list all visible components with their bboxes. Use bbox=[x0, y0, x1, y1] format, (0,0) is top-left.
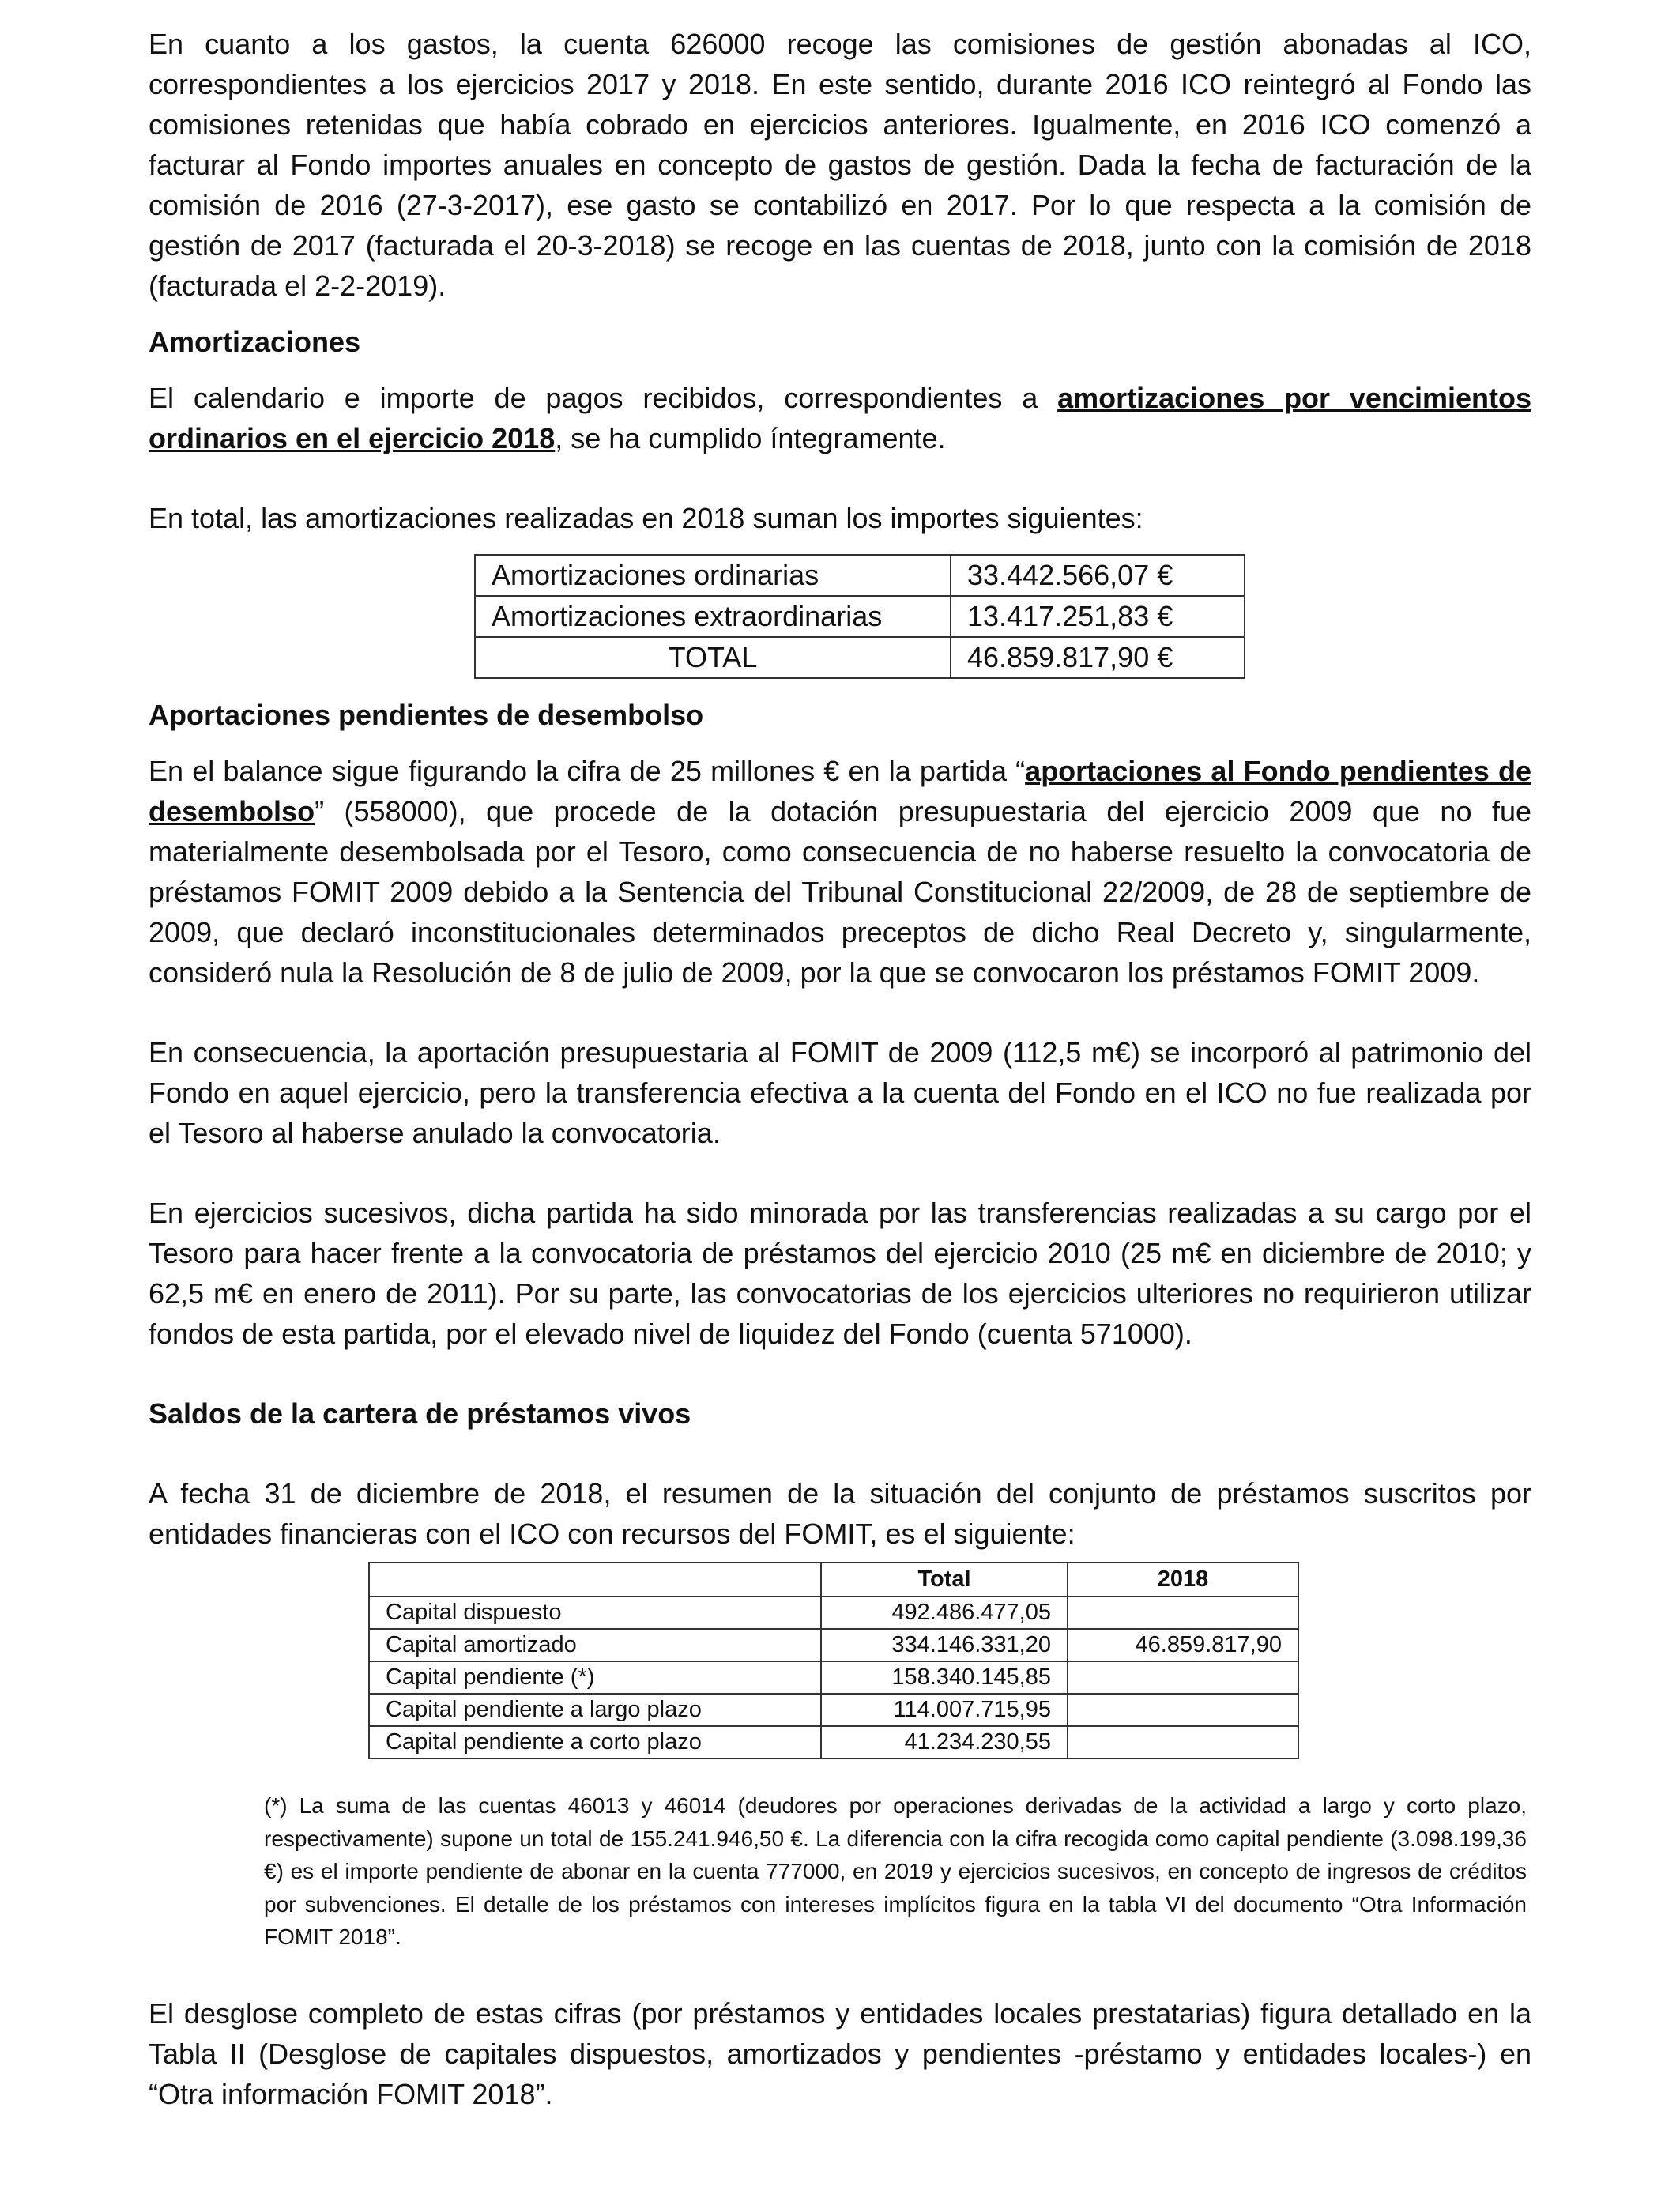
table-row bbox=[475, 637, 1245, 678]
paragraph-final: El desglose completo de estas cifras (por préstamos y entidades locales prestatarias) figura detallado en la Tabla II (Desglose de capitales dispuestos, amortizados y pendientes -préstamo y entidades locales-) en “Otra información FOMIT 2018”. bbox=[149, 1996, 1531, 2110]
row-total: 114.007.715,95 bbox=[821, 1694, 1068, 1726]
table-row bbox=[369, 1694, 1298, 1726]
table-header-row bbox=[369, 1563, 1298, 1596]
heading-aportaciones: Aportaciones pendientes de desembolso bbox=[149, 699, 704, 731]
row-label: Capital dispuesto bbox=[369, 1596, 821, 1629]
paragraph-aportaciones-1 bbox=[149, 751, 1531, 993]
paragraph-aportaciones-3: En ejercicios sucesivos, dicha partida ha sido minorada por las transferencias realizadas a su cargo por el Tesoro para hacer frente a la convocatoria de préstamos del ejercicio 2010 (25 m€ en diciembre de 2010; y 62,5 m€ en enero de 2011). Por su parte, las convocatorias de los ejercicios ulteriores no requirieron utilizar fondos de esta partida, por el elevado nivel de liquidez del Fondo (cuenta 571000). bbox=[149, 1197, 1531, 1350]
footnote: (*) La suma de las cuentas 46013 y 46014 (deudores por operaciones derivadas de la actividad a largo y corto plazo, respectivamente) supone un total de 155.241.946,50 €. La diferencia con la cifra recogida como capital pendiente (3.098.199,36 €) es el importe pendiente de abonar en la cuenta 777000, en 2019 y ejercicios sucesivos, en concepto de ingresos de créditos por subvenciones. El detalle de los préstamos con intereses implícitos figura en la tabla VI del documento “Otra Información FOMIT 2018”. bbox=[264, 1793, 1527, 1949]
table-row bbox=[475, 596, 1245, 637]
row-total: 334.146.331,20 bbox=[821, 1629, 1068, 1661]
amortizaciones-ordinarias-emphasis: amortizaciones por vencimientos ordinarios en el ejercicio 2018 bbox=[149, 382, 1531, 454]
row-label: Capital pendiente (*) bbox=[369, 1661, 821, 1694]
amort-label-total: TOTAL bbox=[475, 637, 951, 678]
row-2018 bbox=[1068, 1661, 1298, 1694]
aportaciones-emphasis: aportaciones al Fondo pendientes de desembolso bbox=[149, 755, 1531, 827]
row-label: Capital pendiente a largo plazo bbox=[369, 1694, 821, 1726]
row-label: Capital pendiente a corto plazo bbox=[369, 1726, 821, 1759]
table-row bbox=[475, 555, 1245, 596]
amort-value-ordinarias: 33.442.566,07 € bbox=[951, 555, 1245, 596]
paragraph-aportaciones-2: En consecuencia, la aportación presupuestaria al FOMIT de 2009 (112,5 m€) se incorporó al patrimonio del Fondo en aquel ejercicio, pero la transferencia efectiva a la cuenta del Fondo en el ICO no fue realizada por el Tesoro al haberse anulado la convocatoria. bbox=[149, 1036, 1531, 1149]
table-row bbox=[369, 1596, 1298, 1629]
row-2018 bbox=[1068, 1596, 1298, 1629]
amort-label-ordinarias: Amortizaciones ordinarias bbox=[475, 555, 951, 596]
aportaciones-1-text-b: ” (558000), que procede de la dotación presupuestaria del ejercicio 2009 que no fue materialmente desembolsada por el Tesoro, como consecuencia de no haberse resuelto la convocatoria de préstamos FOMIT 2009 debido a la Sentencia del Tribunal Constitucional 22/2009, de 28 de septiembre de 2009, que declaró inconstitucionales determinados preceptos de dicho Real Decreto y, singularmente, consideró nula la Resolución de 8 de julio de 2009, por la que se convocaron los préstamos FOMIT 2009. bbox=[149, 795, 1531, 989]
amort-label-extraordinarias: Amortizaciones extraordinarias bbox=[475, 596, 951, 637]
row-2018 bbox=[1068, 1726, 1298, 1759]
paragraph-gastos: En cuanto a los gastos, la cuenta 626000 recoge las comisiones de gestión abonadas al ICO, correspondientes a los ejercicios 2017 y 2018. En este sentido, durante 2016 ICO reintegró al Fondo las comisiones retenidas que había cobrado en ejercicios anteriores. Igualmente, en 2016 ICO comenzó a facturar al Fondo importes anuales en concepto de gastos de gestión. Dada la fecha de facturación de la comisión de 2016 (27-3-2017), ese gasto se contabilizó en 2017. Por lo que respecta a la comisión de gestión de 2017 (facturada el 20-3-2018) se recoge en las cuentas de 2018, junto con la comisión de 2018 (facturada el 2-2-2019). bbox=[149, 28, 1531, 302]
heading-saldos: Saldos de la cartera de préstamos vivos bbox=[149, 1397, 691, 1430]
aportaciones-1-text-a: En el balance sigue figurando la cifra de 25 millones € en la partida “ bbox=[149, 755, 1026, 787]
table-row bbox=[369, 1661, 1298, 1694]
row-2018: 46.859.817,90 bbox=[1068, 1629, 1298, 1661]
paragraph-amortizaciones-2: En total, las amortizaciones realizadas en 2018 suman los importes siguientes: bbox=[149, 502, 1143, 534]
amort-value-extraordinarias: 13.417.251,83 € bbox=[951, 596, 1245, 637]
table-row bbox=[369, 1726, 1298, 1759]
saldos-table bbox=[368, 1562, 1299, 1759]
row-total: 41.234.230,55 bbox=[821, 1726, 1068, 1759]
header-2018: 2018 bbox=[1068, 1563, 1298, 1596]
header-total: Total bbox=[821, 1563, 1068, 1596]
row-2018 bbox=[1068, 1694, 1298, 1726]
amortizaciones-1-text-b: , se ha cumplido íntegramente. bbox=[555, 422, 946, 454]
row-label: Capital amortizado bbox=[369, 1629, 821, 1661]
row-total: 492.486.477,05 bbox=[821, 1596, 1068, 1629]
table-row bbox=[369, 1629, 1298, 1661]
heading-amortizaciones: Amortizaciones bbox=[149, 326, 361, 358]
paragraph-saldos: A fecha 31 de diciembre de 2018, el resumen de la situación del conjunto de préstamos suscritos por entidades financieras con el ICO con recursos del FOMIT, es el siguiente: bbox=[149, 1477, 1531, 1550]
paragraph-amortizaciones-1 bbox=[149, 378, 1531, 458]
header-empty bbox=[369, 1563, 821, 1596]
amortizaciones-table bbox=[474, 554, 1245, 679]
document-page bbox=[149, 24, 1531, 2114]
amortizaciones-1-text-a: El calendario e importe de pagos recibidos, correspondientes a bbox=[149, 382, 1058, 414]
amort-value-total: 46.859.817,90 € bbox=[951, 637, 1245, 678]
row-total: 158.340.145,85 bbox=[821, 1661, 1068, 1694]
